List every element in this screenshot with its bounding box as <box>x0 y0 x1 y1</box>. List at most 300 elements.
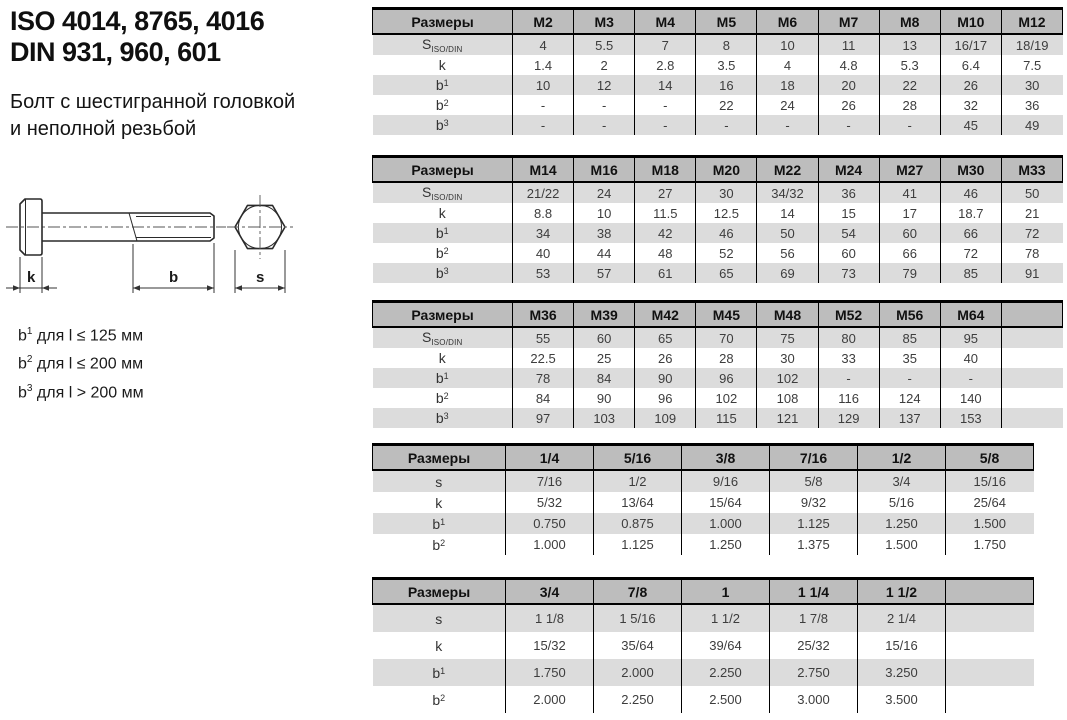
value-cell: 15/16 <box>858 632 946 659</box>
row-label: k <box>373 348 513 368</box>
row-label: $b^1$ <box>373 223 513 243</box>
value-cell: 5.5 <box>574 34 635 55</box>
value-cell <box>946 632 1034 659</box>
k-arrow-right <box>42 285 49 290</box>
value-cell: 124 <box>879 388 940 408</box>
b-dim-label: b <box>169 269 179 286</box>
size-column-header: M36 <box>513 302 574 328</box>
value-cell: 69 <box>757 263 818 283</box>
value-cell: 65 <box>696 263 757 283</box>
value-cell: 34 <box>513 223 574 243</box>
value-cell: 28 <box>696 348 757 368</box>
value-cell <box>946 604 1034 632</box>
table-corner-header: Размеры <box>373 445 506 471</box>
value-cell: 97 <box>513 408 574 428</box>
value-cell: 60 <box>574 327 635 348</box>
value-cell: 1.750 <box>506 659 594 686</box>
dimension-table <box>372 7 1063 135</box>
value-cell: 27 <box>635 182 696 203</box>
value-cell: 4 <box>757 55 818 75</box>
value-cell: 9/16 <box>682 470 770 492</box>
value-cell: 25 <box>574 348 635 368</box>
value-cell: 15/64 <box>682 492 770 513</box>
row-label: $b^2$ <box>373 243 513 263</box>
table-row <box>373 243 1063 263</box>
value-cell: 129 <box>818 408 879 428</box>
value-cell: 13 <box>879 34 940 55</box>
row-label: s <box>373 604 506 632</box>
s-dim-label: s <box>256 269 265 286</box>
dimension-table <box>372 443 1034 555</box>
value-cell: 42 <box>635 223 696 243</box>
value-cell: 1/2 <box>594 470 682 492</box>
table-row <box>373 75 1063 95</box>
value-cell: 3/4 <box>858 470 946 492</box>
value-cell: 8 <box>696 34 757 55</box>
value-cell: 1.000 <box>682 513 770 534</box>
value-cell: 8.8 <box>513 203 574 223</box>
table-row <box>373 513 1034 534</box>
value-cell: 50 <box>757 223 818 243</box>
value-cell: 90 <box>574 388 635 408</box>
value-cell: - <box>574 115 635 135</box>
size-column-header: 1/4 <box>506 445 594 471</box>
value-cell: 7/16 <box>506 470 594 492</box>
value-cell: 84 <box>574 368 635 388</box>
value-cell: 22 <box>696 95 757 115</box>
value-cell: 84 <box>513 388 574 408</box>
value-cell: 11 <box>818 34 879 55</box>
value-cell: 21/22 <box>513 182 574 203</box>
metric-table-m36-m64 <box>372 300 1063 428</box>
value-cell: 70 <box>696 327 757 348</box>
value-cell <box>1001 408 1062 428</box>
table-header-row <box>373 302 1063 328</box>
size-column-header: M64 <box>940 302 1001 328</box>
b-arrow-right <box>207 285 214 290</box>
value-cell: 73 <box>818 263 879 283</box>
table-row <box>373 223 1063 243</box>
value-cell: 20 <box>818 75 879 95</box>
size-column-header: 7/16 <box>770 445 858 471</box>
table-row <box>373 95 1063 115</box>
value-cell: 1 5/16 <box>594 604 682 632</box>
value-cell: 12 <box>574 75 635 95</box>
table-header-row <box>373 579 1034 605</box>
row-label: $b^3$ <box>373 263 513 283</box>
value-cell: 13/64 <box>594 492 682 513</box>
value-cell: 40 <box>513 243 574 263</box>
value-cell: 66 <box>879 243 940 263</box>
size-column-header: M2 <box>513 9 574 35</box>
value-cell: 17 <box>879 203 940 223</box>
value-cell: 2 1/4 <box>858 604 946 632</box>
value-cell: 14 <box>635 75 696 95</box>
value-cell: 1.000 <box>506 534 594 555</box>
size-column-header: M24 <box>818 157 879 183</box>
value-cell: 7.5 <box>1001 55 1062 75</box>
value-cell: 66 <box>940 223 1001 243</box>
value-cell: - <box>818 115 879 135</box>
table-row <box>373 263 1063 283</box>
value-cell: 15/32 <box>506 632 594 659</box>
value-cell: 46 <box>940 182 1001 203</box>
value-cell: 2.500 <box>682 686 770 713</box>
value-cell: 1 1/2 <box>682 604 770 632</box>
value-cell: 5/16 <box>858 492 946 513</box>
value-cell: 2.8 <box>635 55 696 75</box>
table-row <box>373 470 1034 492</box>
size-column-header <box>946 579 1034 605</box>
table-header-row <box>373 157 1063 183</box>
metric-table-m2-m12 <box>372 7 1063 135</box>
value-cell: 5.3 <box>879 55 940 75</box>
row-label: $S_{ISO/DIN}$ <box>373 34 513 55</box>
value-cell: 54 <box>818 223 879 243</box>
value-cell: 56 <box>757 243 818 263</box>
value-cell: 16/17 <box>940 34 1001 55</box>
b-arrow-left <box>133 285 140 290</box>
value-cell: 35/64 <box>594 632 682 659</box>
row-label: s <box>373 470 506 492</box>
bolt-diagram <box>2 186 342 316</box>
value-cell: 16 <box>696 75 757 95</box>
size-column-header: M52 <box>818 302 879 328</box>
size-column-header: M12 <box>1001 9 1062 35</box>
value-cell: 22.5 <box>513 348 574 368</box>
table-row <box>373 659 1034 686</box>
dimension-table <box>372 577 1034 713</box>
value-cell: - <box>513 115 574 135</box>
footnotes <box>18 320 144 405</box>
value-cell: 72 <box>940 243 1001 263</box>
value-cell: 30 <box>696 182 757 203</box>
value-cell: 1.4 <box>513 55 574 75</box>
row-label: $b^2$ <box>373 534 506 555</box>
value-cell: 65 <box>635 327 696 348</box>
size-column-header: M45 <box>696 302 757 328</box>
row-label: $b^1$ <box>373 75 513 95</box>
value-cell: 4 <box>513 34 574 55</box>
s-arrow-right <box>278 285 285 290</box>
row-label: $b^2$ <box>373 95 513 115</box>
value-cell <box>1001 368 1062 388</box>
value-cell: 1.500 <box>946 513 1034 534</box>
value-cell: 2.250 <box>594 686 682 713</box>
table-header-row <box>373 445 1034 471</box>
size-column-header: 1/2 <box>858 445 946 471</box>
value-cell: 10 <box>513 75 574 95</box>
value-cell: 103 <box>574 408 635 428</box>
value-cell: 49 <box>1001 115 1062 135</box>
value-cell: 60 <box>818 243 879 263</box>
size-column-header: M6 <box>757 9 818 35</box>
table-row <box>373 492 1034 513</box>
value-cell: 137 <box>879 408 940 428</box>
value-cell <box>1001 388 1062 408</box>
value-cell: 24 <box>574 182 635 203</box>
value-cell: 7 <box>635 34 696 55</box>
size-column-header: M20 <box>696 157 757 183</box>
subtitle-line2: и неполной резьбой <box>10 118 197 140</box>
value-cell: 57 <box>574 263 635 283</box>
value-cell: 3.500 <box>858 686 946 713</box>
value-cell: 153 <box>940 408 1001 428</box>
table-row <box>373 34 1063 55</box>
value-cell: 78 <box>1001 243 1062 263</box>
value-cell: 40 <box>940 348 1001 368</box>
size-column-header: M22 <box>757 157 818 183</box>
value-cell: 121 <box>757 408 818 428</box>
value-cell: 26 <box>635 348 696 368</box>
row-label: k <box>373 632 506 659</box>
size-column-header: M33 <box>1001 157 1062 183</box>
page-title <box>10 6 264 68</box>
value-cell: 21 <box>1001 203 1062 223</box>
value-cell: 48 <box>635 243 696 263</box>
value-cell: 72 <box>1001 223 1062 243</box>
size-column-header: M18 <box>635 157 696 183</box>
value-cell: 22 <box>879 75 940 95</box>
table-row <box>373 115 1063 135</box>
size-column-header: M10 <box>940 9 1001 35</box>
size-column-header: M48 <box>757 302 818 328</box>
title-line1: ISO 4014, 8765, 4016 <box>10 6 265 36</box>
value-cell: 79 <box>879 263 940 283</box>
row-label: $b^3$ <box>373 408 513 428</box>
size-column-header: 1 1/4 <box>770 579 858 605</box>
footnote-b3: $b^3$ для l > 200 мм <box>18 382 144 401</box>
value-cell: 9/32 <box>770 492 858 513</box>
size-column-header: M56 <box>879 302 940 328</box>
title-line2: DIN 931, 960, 601 <box>10 37 221 67</box>
size-column-header: 7/8 <box>594 579 682 605</box>
value-cell: 45 <box>940 115 1001 135</box>
value-cell: 18/19 <box>1001 34 1062 55</box>
value-cell: 1 7/8 <box>770 604 858 632</box>
value-cell: 12.5 <box>696 203 757 223</box>
value-cell: 1.750 <box>946 534 1034 555</box>
value-cell: - <box>879 368 940 388</box>
value-cell: 3.5 <box>696 55 757 75</box>
value-cell: 33 <box>818 348 879 368</box>
footnote-b1: $b^1$ для l ≤ 125 мм <box>18 326 144 345</box>
value-cell: 26 <box>940 75 1001 95</box>
table-header-row <box>373 9 1063 35</box>
value-cell: 2.000 <box>594 659 682 686</box>
value-cell: 4.8 <box>818 55 879 75</box>
table-row <box>373 203 1063 223</box>
value-cell: 61 <box>635 263 696 283</box>
table-row <box>373 534 1034 555</box>
value-cell: 78 <box>513 368 574 388</box>
value-cell: 116 <box>818 388 879 408</box>
value-cell: - <box>940 368 1001 388</box>
size-column-header: M27 <box>879 157 940 183</box>
value-cell: 26 <box>818 95 879 115</box>
table-row <box>373 686 1034 713</box>
size-column-header: M5 <box>696 9 757 35</box>
table-row <box>373 55 1063 75</box>
value-cell: - <box>818 368 879 388</box>
value-cell: 115 <box>696 408 757 428</box>
size-column-header: M4 <box>635 9 696 35</box>
value-cell: 24 <box>757 95 818 115</box>
size-column-header: 5/8 <box>946 445 1034 471</box>
value-cell: 102 <box>696 388 757 408</box>
size-column-header: M14 <box>513 157 574 183</box>
value-cell: 0.750 <box>506 513 594 534</box>
k-arrow-left <box>13 285 20 290</box>
value-cell: - <box>574 95 635 115</box>
value-cell <box>1001 327 1062 348</box>
row-label: k <box>373 203 513 223</box>
value-cell: 2 <box>574 55 635 75</box>
size-column-header: M30 <box>940 157 1001 183</box>
size-column-header: 1 1/2 <box>858 579 946 605</box>
value-cell: 25/32 <box>770 632 858 659</box>
value-cell: 53 <box>513 263 574 283</box>
value-cell: 3.000 <box>770 686 858 713</box>
table-corner-header: Размеры <box>373 302 513 328</box>
value-cell: 25/64 <box>946 492 1034 513</box>
value-cell: 15 <box>818 203 879 223</box>
row-label: $b^3$ <box>373 115 513 135</box>
s-arrow-left <box>235 285 242 290</box>
value-cell: 2.000 <box>506 686 594 713</box>
value-cell: 96 <box>635 388 696 408</box>
value-cell: 52 <box>696 243 757 263</box>
table-row <box>373 368 1063 388</box>
value-cell: 95 <box>940 327 1001 348</box>
value-cell: 30 <box>1001 75 1062 95</box>
table-row <box>373 348 1063 368</box>
value-cell: 1.250 <box>858 513 946 534</box>
size-column-header: M7 <box>818 9 879 35</box>
value-cell: 75 <box>757 327 818 348</box>
value-cell: 46 <box>696 223 757 243</box>
value-cell: 36 <box>1001 95 1062 115</box>
value-cell: - <box>513 95 574 115</box>
value-cell: 38 <box>574 223 635 243</box>
value-cell: 39/64 <box>682 632 770 659</box>
value-cell: 91 <box>1001 263 1062 283</box>
value-cell: 1.500 <box>858 534 946 555</box>
value-cell: 1.125 <box>770 513 858 534</box>
dimension-table <box>372 300 1063 428</box>
imperial-table-threequarters-to-oneandhalf <box>372 577 1034 713</box>
size-column-header: 3/8 <box>682 445 770 471</box>
row-label: $b^1$ <box>373 368 513 388</box>
value-cell: 1.375 <box>770 534 858 555</box>
row-label: $S_{ISO/DIN}$ <box>373 327 513 348</box>
value-cell: 96 <box>696 368 757 388</box>
value-cell: 15/16 <box>946 470 1034 492</box>
value-cell: 28 <box>879 95 940 115</box>
table-row <box>373 632 1034 659</box>
value-cell: 10 <box>574 203 635 223</box>
value-cell: 41 <box>879 182 940 203</box>
value-cell: 109 <box>635 408 696 428</box>
value-cell: 36 <box>818 182 879 203</box>
value-cell <box>946 659 1034 686</box>
table-row <box>373 408 1063 428</box>
table-corner-header: Размеры <box>373 157 513 183</box>
k-dim-label: k <box>27 269 36 286</box>
value-cell: 34/32 <box>757 182 818 203</box>
value-cell: 5/8 <box>770 470 858 492</box>
table-row <box>373 327 1063 348</box>
value-cell: 55 <box>513 327 574 348</box>
value-cell: 44 <box>574 243 635 263</box>
row-label: $b^1$ <box>373 513 506 534</box>
value-cell: - <box>635 95 696 115</box>
row-label: $S_{ISO/DIN}$ <box>373 182 513 203</box>
value-cell: 2.750 <box>770 659 858 686</box>
page-subtitle <box>10 89 295 143</box>
value-cell: 30 <box>757 348 818 368</box>
value-cell: 108 <box>757 388 818 408</box>
table-row <box>373 604 1034 632</box>
value-cell: 10 <box>757 34 818 55</box>
size-column-header <box>1001 302 1062 328</box>
size-column-header: 1 <box>682 579 770 605</box>
size-column-header: M42 <box>635 302 696 328</box>
value-cell: 14 <box>757 203 818 223</box>
size-column-header: M39 <box>574 302 635 328</box>
footnote-b2: $b^2$ для l ≤ 200 мм <box>18 354 144 373</box>
row-label: k <box>373 55 513 75</box>
row-label: $b^2$ <box>373 388 513 408</box>
value-cell: 18 <box>757 75 818 95</box>
row-label: $b^1$ <box>373 659 506 686</box>
value-cell: 6.4 <box>940 55 1001 75</box>
table-row <box>373 182 1063 203</box>
row-label: k <box>373 492 506 513</box>
size-column-header: 3/4 <box>506 579 594 605</box>
value-cell: 90 <box>635 368 696 388</box>
dimension-table <box>372 155 1063 283</box>
size-column-header: 5/16 <box>594 445 682 471</box>
value-cell: - <box>879 115 940 135</box>
metric-table-m14-m33 <box>372 155 1063 283</box>
row-label: $b^2$ <box>373 686 506 713</box>
size-column-header: M3 <box>574 9 635 35</box>
value-cell: - <box>757 115 818 135</box>
value-cell: 80 <box>818 327 879 348</box>
value-cell: 3.250 <box>858 659 946 686</box>
table-row <box>373 388 1063 408</box>
value-cell: 35 <box>879 348 940 368</box>
value-cell: 5/32 <box>506 492 594 513</box>
value-cell: 11.5 <box>635 203 696 223</box>
value-cell <box>1001 348 1062 368</box>
table-corner-header: Размеры <box>373 579 506 605</box>
value-cell: 102 <box>757 368 818 388</box>
value-cell: 60 <box>879 223 940 243</box>
value-cell: - <box>635 115 696 135</box>
value-cell: 0.875 <box>594 513 682 534</box>
table-corner-header: Размеры <box>373 9 513 35</box>
value-cell: 18.7 <box>940 203 1001 223</box>
value-cell: - <box>696 115 757 135</box>
value-cell <box>946 686 1034 713</box>
value-cell: 85 <box>940 263 1001 283</box>
value-cell: 1.250 <box>682 534 770 555</box>
value-cell: 50 <box>1001 182 1062 203</box>
size-column-header: M8 <box>879 9 940 35</box>
value-cell: 85 <box>879 327 940 348</box>
